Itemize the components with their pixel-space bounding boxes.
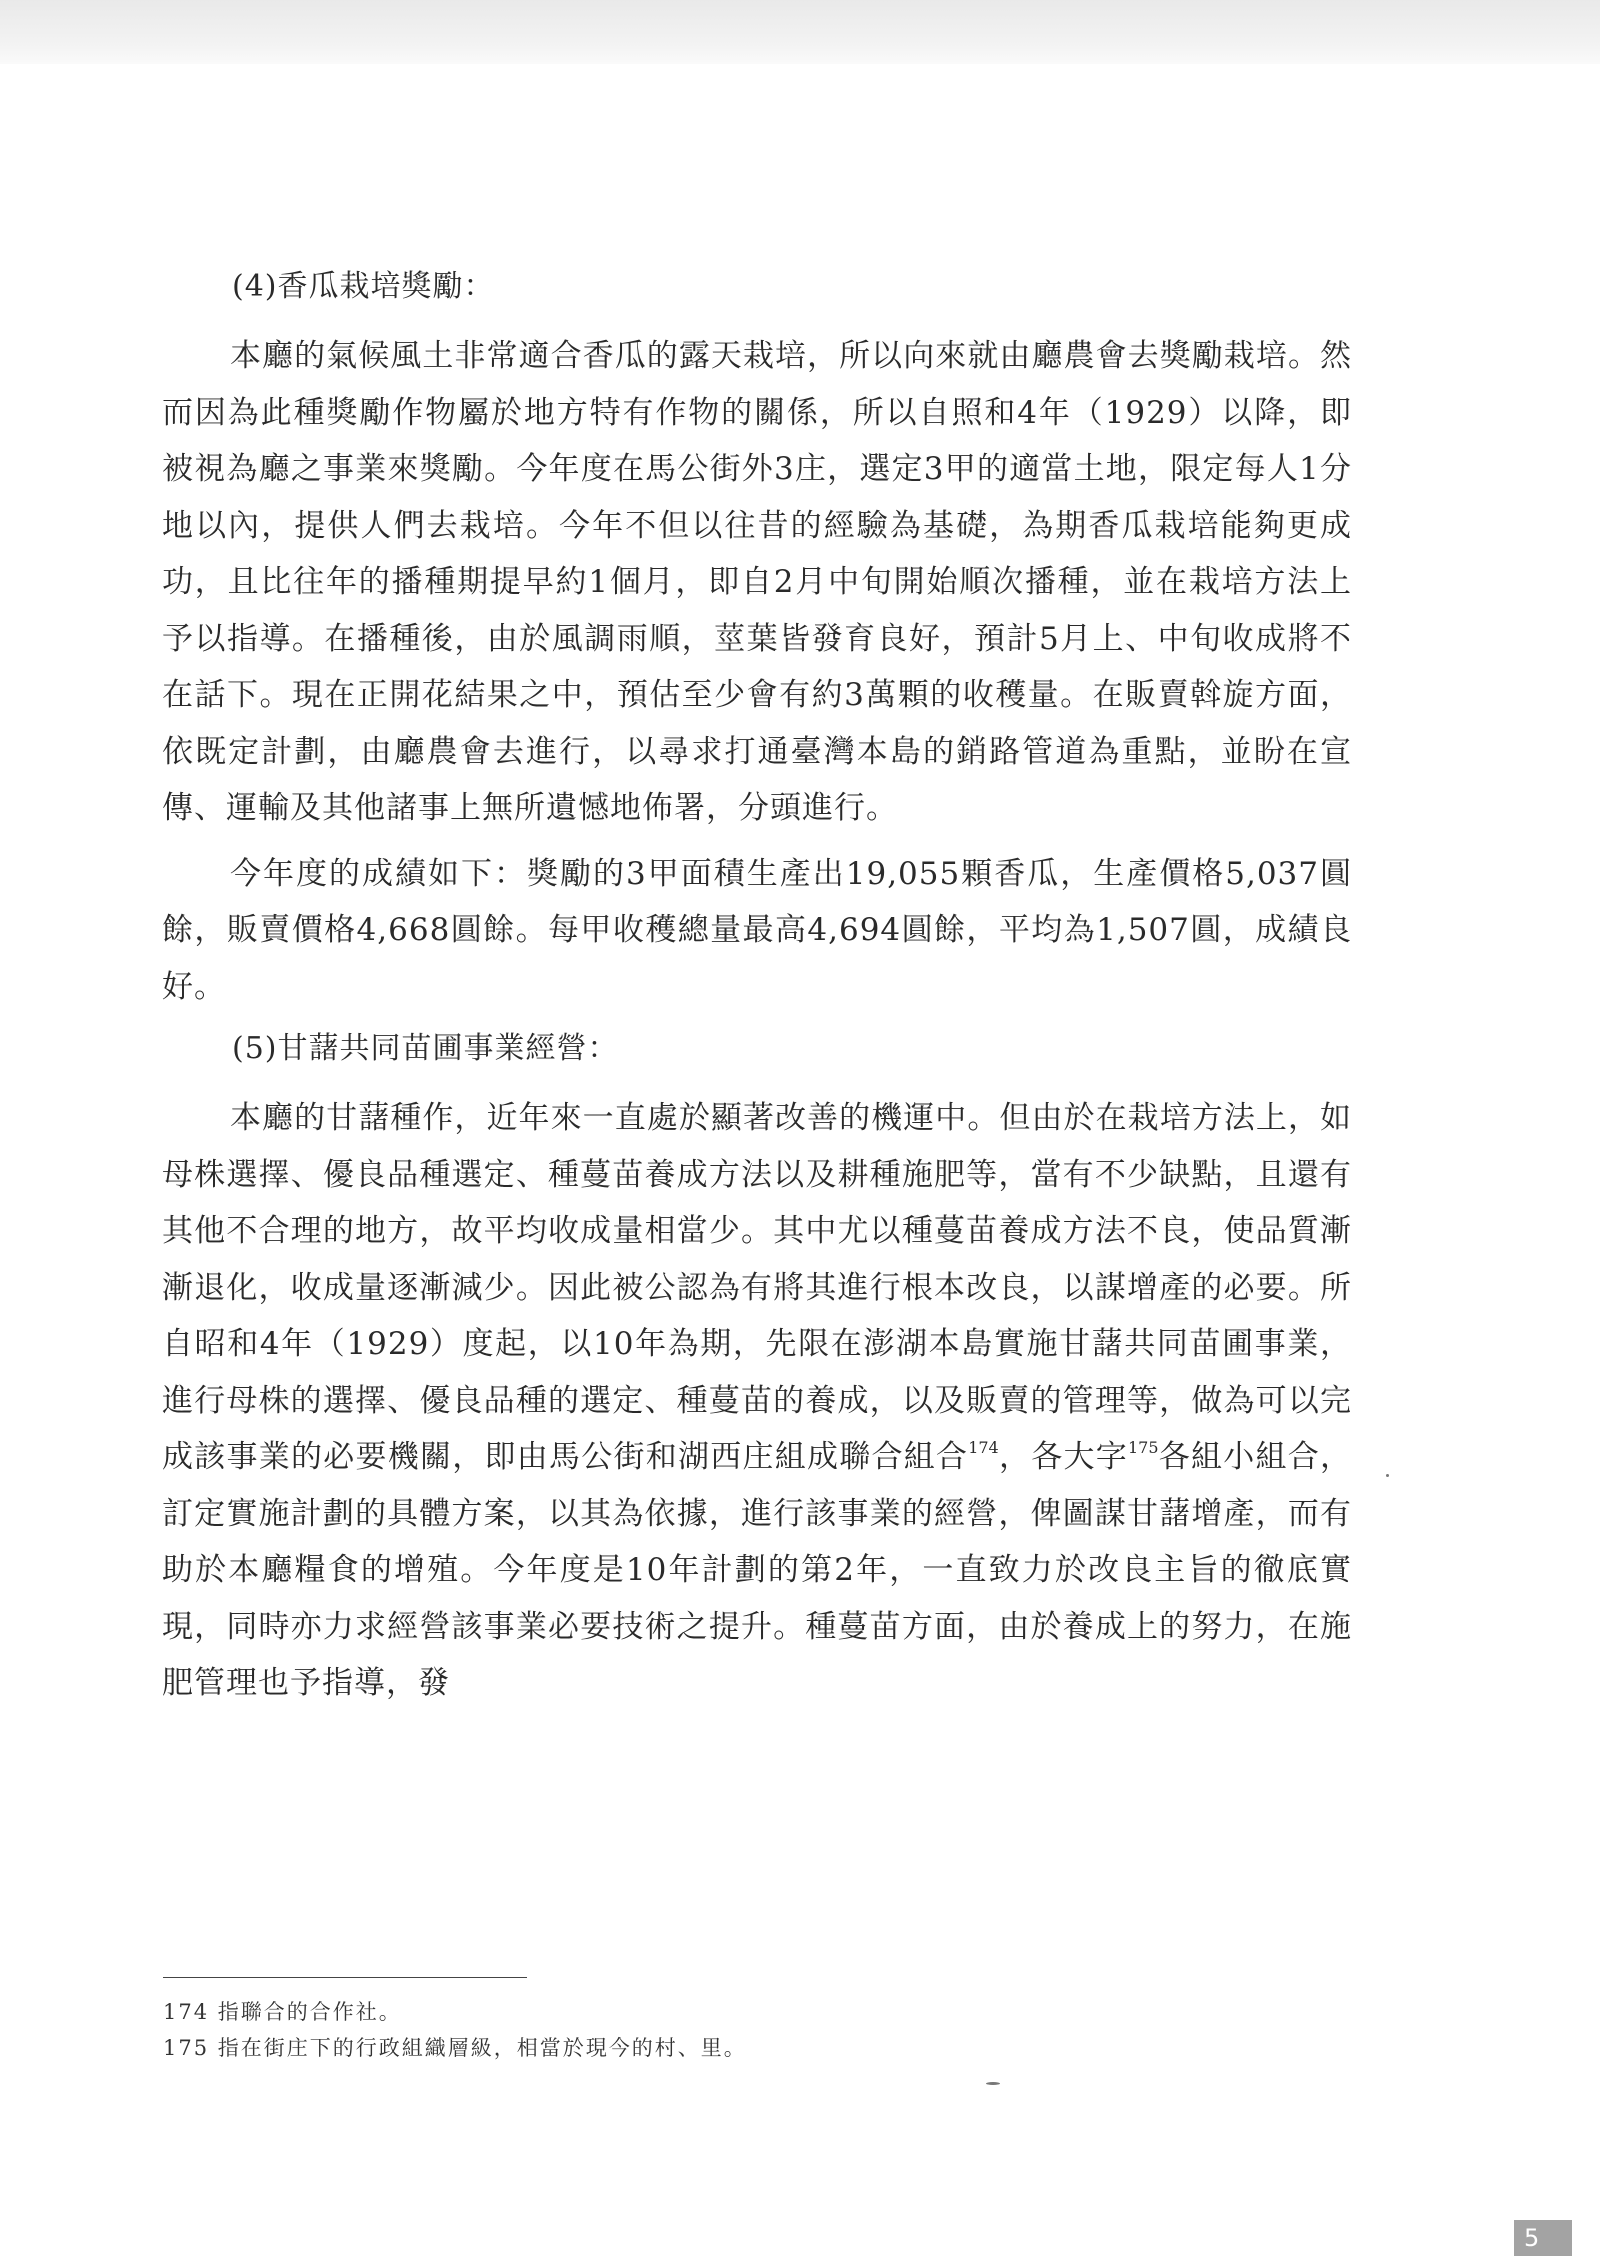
scan-speck bbox=[986, 2082, 1000, 2085]
paragraph-text: 各組小組合，訂定實施計劃的具體方案，以其為依據，進行該事業的經營，俾圖謀甘藷增產，而有助於本廳糧食的增殖。今年度是10年計劃的第2年，一直致力於改良主旨的徹底實現，同時亦力求經營該事業必要技術之提升。種蔓苗方面，由於養成上的努力，在施肥管理也予指導，發 bbox=[162, 1439, 1353, 1701]
scan-top-band bbox=[0, 0, 1600, 64]
footnote-175: 175 指在街庄下的行政組織層級，相當於現今的村、里。 bbox=[163, 2036, 747, 2060]
section-heading-melon: (4)香瓜栽培獎勵： bbox=[232, 269, 495, 304]
section-heading-sweet-potato: (5)甘藷共同苗圃事業經營： bbox=[232, 1031, 619, 1066]
footnote-174: 174 指聯合的合作社。 bbox=[163, 2000, 402, 2024]
paragraph-melon-1: 本廳的氣候風土非常適合香瓜的露天栽培，所以向來就由廳農會去獎勵栽培。然而因為此種獎勵作物屬於地方特有作物的關係，所以自照和4年（1929）以降，即被視為廳之事業來獎勵。今年度在馬公街外3庄，選定3甲的適當土地，限定每人1分地以內，提供人們去栽培。今年不但以往昔的經驗為基礎，為期香瓜栽培能夠更成功，且比往年的播種期提早約1個月，即自2月中旬開始順次播種，並在栽培方法上予以指導。在播種後，由於風調雨順，莖葉皆發育良好，預計5月上、中旬收成將不在話下。現在正開花結果之中，預估至少會有約3萬顆的收穫量。在販賣斡旋方面，依既定計劃，由廳農會去進行，以尋求打通臺灣本島的銷路管道為重點，並盼在宣傳、運輸及其他諸事上無所遺憾地佈署，分頭進行。 bbox=[162, 338, 1352, 826]
footnote-divider bbox=[163, 1977, 527, 1978]
paragraph-text: 本廳的甘藷種作，近年來一直處於顯著改善的機運中。但由於在栽培方法上，如母株選擇、優良品種選定、種蔓苗養成方法以及耕種施肥等，當有不少缺點，且還有其他不合理的地方，故平均收成量相當少。其中尤以種蔓苗養成方法不良，使品質漸漸退化，收成量逐漸減少。因此被公認為有將其進行根本改良，以謀增產的必要。所自昭和4年（1929）度起，以10年為期，先限在澎湖本島實施甘藷共同苗圃事業，進行母株的選擇、優良品種的選定、種蔓苗的養成，以及販賣的管理等，做為可以完成該事業的必要機關，即由馬公街和湖西庄組成聯合組合 bbox=[162, 1100, 1352, 1475]
paragraph-text: ，各大字 bbox=[998, 1439, 1128, 1475]
scan-speck bbox=[1386, 1474, 1389, 1477]
paragraph-melon-2: 今年度的成績如下：獎勵的3甲面積生產出19,055顆香瓜，生產價格5,037圓餘，販賣價格4,668圓餘。每甲收穫總量最高4,694圓餘，平均為1,507圓，成績良好。 bbox=[162, 855, 1352, 1005]
footnote-ref-174[interactable]: 174 bbox=[968, 1438, 999, 1457]
page-number: 5 bbox=[1514, 2220, 1572, 2256]
footnotes bbox=[163, 1994, 1263, 2066]
footnote-ref-175[interactable]: 175 bbox=[1127, 1438, 1159, 1457]
paragraph-sweet-potato bbox=[162, 1090, 1352, 1712]
page-body bbox=[162, 262, 1352, 1721]
